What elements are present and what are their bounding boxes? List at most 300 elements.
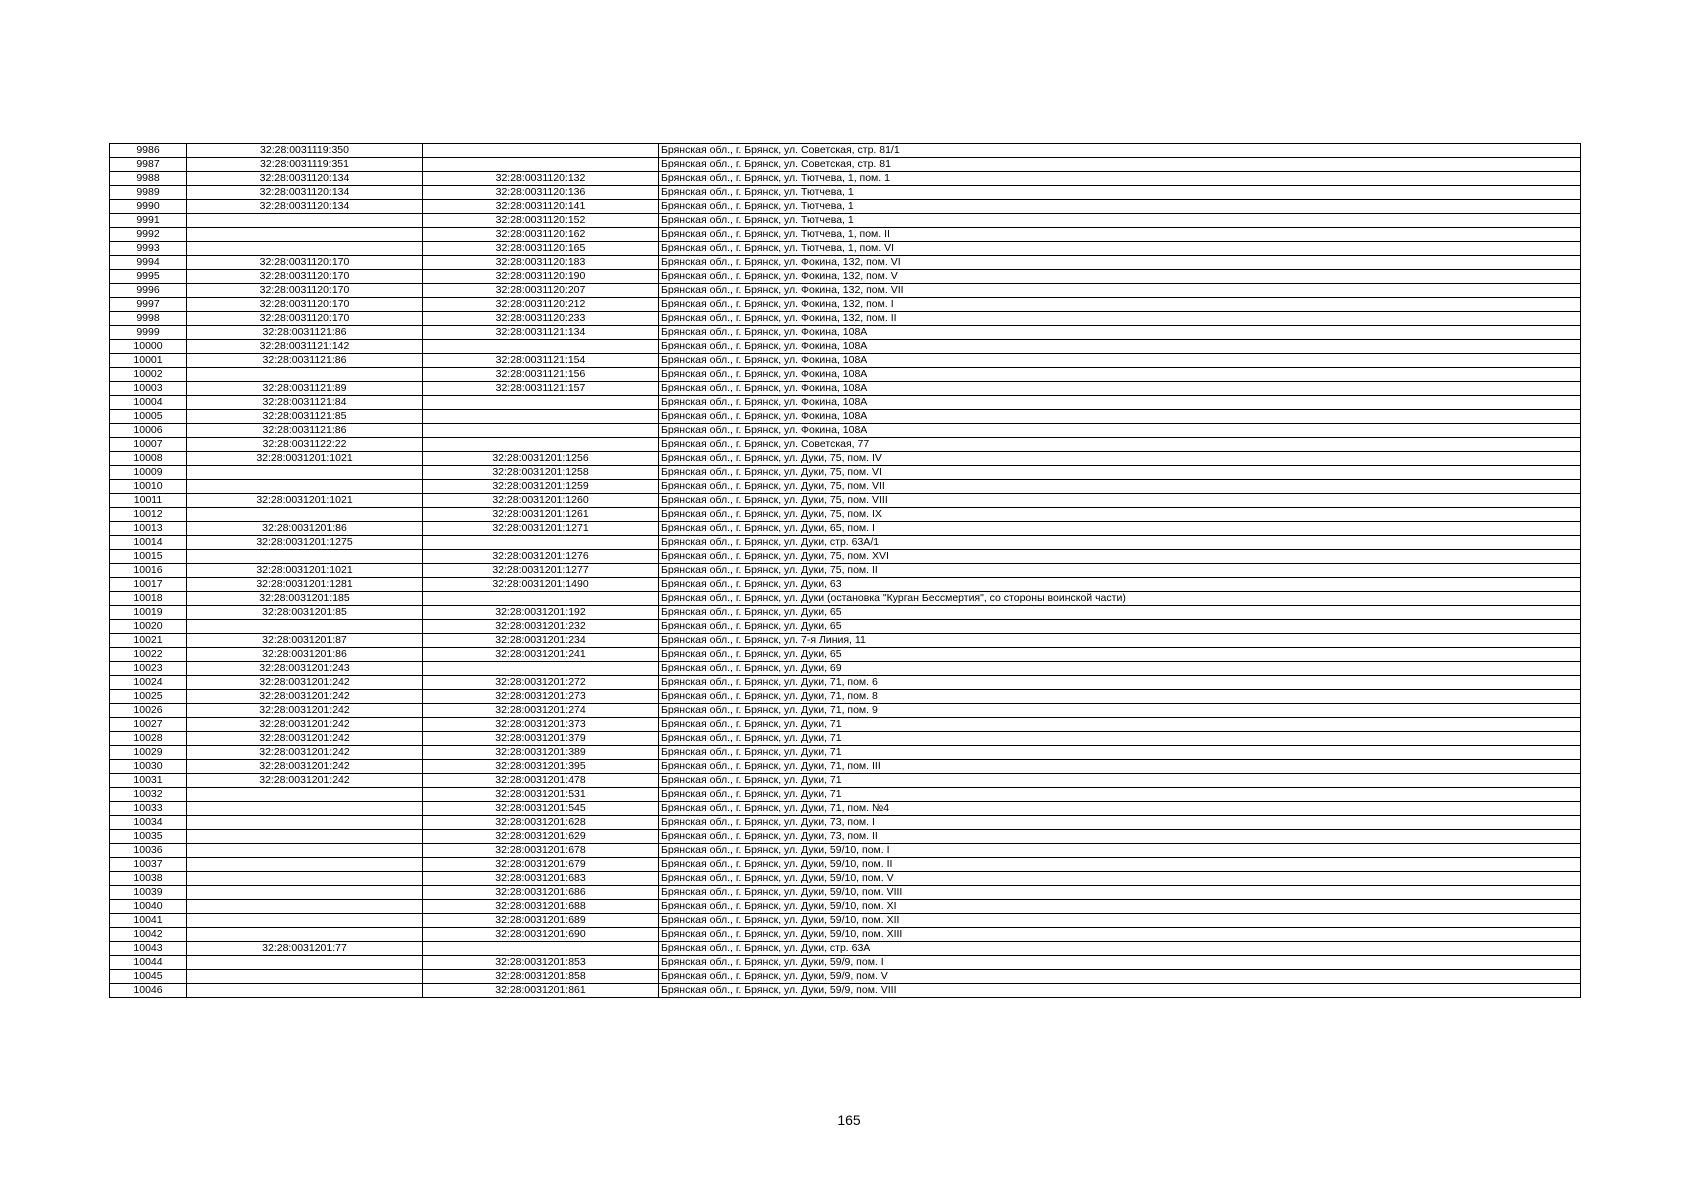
- address-cell: Брянская обл., г. Брянск, ул. Дуки, 71, пом. 8: [659, 690, 1581, 704]
- table-row: [110, 774, 1581, 788]
- parent-cadastral-number-cell: [187, 550, 423, 564]
- parent-cadastral-number-cell: [187, 844, 423, 858]
- address-cell: Брянская обл., г. Брянск, ул. Фокина, 132, пом. VII: [659, 284, 1581, 298]
- parent-cadastral-number-cell: 32:28:0031201:242: [187, 676, 423, 690]
- cadastral-number-cell: 32:28:0031201:689: [423, 914, 659, 928]
- address-cell: Брянская обл., г. Брянск, ул. Фокина, 108А: [659, 382, 1581, 396]
- table-row: [110, 522, 1581, 536]
- row-number-cell: 9994: [110, 256, 187, 270]
- row-number-cell: 10045: [110, 970, 187, 984]
- parent-cadastral-number-cell: [187, 466, 423, 480]
- table-row: [110, 956, 1581, 970]
- cadastral-number-cell: 32:28:0031121:154: [423, 354, 659, 368]
- cadastral-number-cell: 32:28:0031201:1490: [423, 578, 659, 592]
- address-cell: Брянская обл., г. Брянск, ул. Дуки, 65, пом. I: [659, 522, 1581, 536]
- table-row: [110, 914, 1581, 928]
- cadastral-number-cell: 32:28:0031201:234: [423, 634, 659, 648]
- parent-cadastral-number-cell: [187, 214, 423, 228]
- address-cell: Брянская обл., г. Брянск, ул. Тютчева, 1: [659, 200, 1581, 214]
- parent-cadastral-number-cell: 32:28:0031201:86: [187, 648, 423, 662]
- row-number-cell: 10022: [110, 648, 187, 662]
- table-row: [110, 438, 1581, 452]
- cadastral-number-cell: 32:28:0031201:853: [423, 956, 659, 970]
- parent-cadastral-number-cell: 32:28:0031201:1021: [187, 564, 423, 578]
- row-number-cell: 10035: [110, 830, 187, 844]
- address-cell: Брянская обл., г. Брянск, ул. Дуки, 75, пом. XVI: [659, 550, 1581, 564]
- cadastral-number-cell: 32:28:0031201:861: [423, 984, 659, 998]
- parent-cadastral-number-cell: 32:28:0031121:86: [187, 354, 423, 368]
- cadastral-number-cell: 32:28:0031120:183: [423, 256, 659, 270]
- row-number-cell: 10015: [110, 550, 187, 564]
- parent-cadastral-number-cell: [187, 816, 423, 830]
- table-row: [110, 634, 1581, 648]
- table-row: [110, 410, 1581, 424]
- table-row: [110, 550, 1581, 564]
- table-row: [110, 760, 1581, 774]
- address-cell: Брянская обл., г. Брянск, ул. Дуки, 71, пом. 9: [659, 704, 1581, 718]
- row-number-cell: 10036: [110, 844, 187, 858]
- row-number-cell: 10027: [110, 718, 187, 732]
- parent-cadastral-number-cell: [187, 914, 423, 928]
- row-number-cell: 9997: [110, 298, 187, 312]
- row-number-cell: 10005: [110, 410, 187, 424]
- cadastral-number-cell: 32:28:0031201:1277: [423, 564, 659, 578]
- row-number-cell: 10007: [110, 438, 187, 452]
- table-row: [110, 284, 1581, 298]
- table-row: [110, 368, 1581, 382]
- address-cell: Брянская обл., г. Брянск, ул. Фокина, 132, пом. II: [659, 312, 1581, 326]
- address-cell: Брянская обл., г. Брянск, ул. Дуки, 73, пом. I: [659, 816, 1581, 830]
- table-row: [110, 816, 1581, 830]
- table-row: [110, 270, 1581, 284]
- row-number-cell: 10003: [110, 382, 187, 396]
- table-row: [110, 690, 1581, 704]
- cadastral-number-cell: 32:28:0031120:141: [423, 200, 659, 214]
- table-row: [110, 858, 1581, 872]
- address-cell: Брянская обл., г. Брянск, ул. Фокина, 132, пом. VI: [659, 256, 1581, 270]
- parent-cadastral-number-cell: 32:28:0031121:89: [187, 382, 423, 396]
- cadastral-number-cell: 32:28:0031201:1259: [423, 480, 659, 494]
- parent-cadastral-number-cell: [187, 242, 423, 256]
- address-cell: Брянская обл., г. Брянск, ул. Дуки, 59/9, пом. V: [659, 970, 1581, 984]
- cadastral-number-cell: 32:28:0031201:1261: [423, 508, 659, 522]
- row-number-cell: 10001: [110, 354, 187, 368]
- row-number-cell: 9986: [110, 144, 187, 158]
- address-cell: Брянская обл., г. Брянск, ул. Фокина, 108А: [659, 368, 1581, 382]
- address-cell: Брянская обл., г. Брянск, ул. Советская, стр. 81/1: [659, 144, 1581, 158]
- table-row: [110, 872, 1581, 886]
- cadastral-number-cell: [423, 424, 659, 438]
- table-row: [110, 228, 1581, 242]
- parent-cadastral-number-cell: [187, 858, 423, 872]
- row-number-cell: 10040: [110, 900, 187, 914]
- table-row: [110, 298, 1581, 312]
- parent-cadastral-number-cell: 32:28:0031201:1281: [187, 578, 423, 592]
- parent-cadastral-number-cell: 32:28:0031201:242: [187, 704, 423, 718]
- parent-cadastral-number-cell: [187, 970, 423, 984]
- cadastral-number-cell: 32:28:0031121:157: [423, 382, 659, 396]
- table-row: [110, 326, 1581, 340]
- parent-cadastral-number-cell: 32:28:0031201:1021: [187, 452, 423, 466]
- cadastral-number-cell: [423, 340, 659, 354]
- row-number-cell: 10024: [110, 676, 187, 690]
- parent-cadastral-number-cell: [187, 956, 423, 970]
- address-cell: Брянская обл., г. Брянск, ул. Дуки, 71, пом. 6: [659, 676, 1581, 690]
- cadastral-number-cell: 32:28:0031201:690: [423, 928, 659, 942]
- cadastral-number-cell: 32:28:0031201:273: [423, 690, 659, 704]
- parent-cadastral-number-cell: [187, 620, 423, 634]
- cadastral-number-cell: 32:28:0031201:545: [423, 802, 659, 816]
- parent-cadastral-number-cell: [187, 368, 423, 382]
- cadastral-number-cell: 32:28:0031201:1271: [423, 522, 659, 536]
- page-number: 165: [837, 1112, 861, 1128]
- address-cell: Брянская обл., г. Брянск, ул. Дуки, 75, пом. II: [659, 564, 1581, 578]
- table-row: [110, 354, 1581, 368]
- parent-cadastral-number-cell: [187, 480, 423, 494]
- parent-cadastral-number-cell: 32:28:0031201:86: [187, 522, 423, 536]
- cadastral-number-cell: 32:28:0031201:1260: [423, 494, 659, 508]
- cadastral-number-cell: 32:28:0031120:212: [423, 298, 659, 312]
- table-row: [110, 578, 1581, 592]
- address-cell: Брянская обл., г. Брянск, ул. Дуки, 71: [659, 774, 1581, 788]
- address-cell: Брянская обл., г. Брянск, ул. Дуки, 59/10, пом. II: [659, 858, 1581, 872]
- table-row: [110, 214, 1581, 228]
- table-row: [110, 158, 1581, 172]
- row-number-cell: 9988: [110, 172, 187, 186]
- row-number-cell: 10038: [110, 872, 187, 886]
- address-cell: Брянская обл., г. Брянск, ул. Дуки (остановка "Курган Бессмертия", со стороны воинской части): [659, 592, 1581, 606]
- cadastral-number-cell: 32:28:0031201:192: [423, 606, 659, 620]
- table-row: [110, 340, 1581, 354]
- row-number-cell: 10006: [110, 424, 187, 438]
- row-number-cell: 10021: [110, 634, 187, 648]
- cadastral-number-cell: 32:28:0031201:395: [423, 760, 659, 774]
- address-cell: Брянская обл., г. Брянск, ул. Дуки, 71, пом. III: [659, 760, 1581, 774]
- registry-table-body: [110, 144, 1581, 998]
- address-cell: Брянская обл., г. Брянск, ул. Фокина, 132, пом. V: [659, 270, 1581, 284]
- table-row: [110, 396, 1581, 410]
- address-cell: Брянская обл., г. Брянск, ул. Дуки, 75, пом. VIII: [659, 494, 1581, 508]
- cadastral-number-cell: 32:28:0031201:629: [423, 830, 659, 844]
- parent-cadastral-number-cell: 32:28:0031201:242: [187, 746, 423, 760]
- table-row: [110, 900, 1581, 914]
- row-number-cell: 10009: [110, 466, 187, 480]
- cadastral-number-cell: 32:28:0031201:241: [423, 648, 659, 662]
- cadastral-number-cell: 32:28:0031120:132: [423, 172, 659, 186]
- cadastral-number-cell: 32:28:0031121:156: [423, 368, 659, 382]
- table-row: [110, 788, 1581, 802]
- parent-cadastral-number-cell: 32:28:0031201:242: [187, 690, 423, 704]
- cadastral-number-cell: [423, 662, 659, 676]
- address-cell: Брянская обл., г. Брянск, ул. Тютчева, 1, пом. VI: [659, 242, 1581, 256]
- row-number-cell: 9990: [110, 200, 187, 214]
- cadastral-number-cell: 32:28:0031201:686: [423, 886, 659, 900]
- registry-table: [109, 143, 1581, 998]
- table-row: [110, 802, 1581, 816]
- row-number-cell: 10019: [110, 606, 187, 620]
- parent-cadastral-number-cell: [187, 900, 423, 914]
- cadastral-number-cell: [423, 438, 659, 452]
- address-cell: Брянская обл., г. Брянск, ул. Дуки, 59/10, пом. VIII: [659, 886, 1581, 900]
- row-number-cell: 9989: [110, 186, 187, 200]
- parent-cadastral-number-cell: [187, 802, 423, 816]
- parent-cadastral-number-cell: 32:28:0031201:1275: [187, 536, 423, 550]
- parent-cadastral-number-cell: 32:28:0031119:351: [187, 158, 423, 172]
- cadastral-number-cell: 32:28:0031201:232: [423, 620, 659, 634]
- table-row: [110, 172, 1581, 186]
- address-cell: Брянская обл., г. Брянск, ул. Фокина, 108А: [659, 354, 1581, 368]
- parent-cadastral-number-cell: 32:28:0031119:350: [187, 144, 423, 158]
- cadastral-number-cell: 32:28:0031201:1258: [423, 466, 659, 480]
- parent-cadastral-number-cell: 32:28:0031120:170: [187, 284, 423, 298]
- row-number-cell: 10004: [110, 396, 187, 410]
- parent-cadastral-number-cell: 32:28:0031201:242: [187, 718, 423, 732]
- parent-cadastral-number-cell: 32:28:0031121:86: [187, 424, 423, 438]
- parent-cadastral-number-cell: 32:28:0031201:1021: [187, 494, 423, 508]
- table-row: [110, 466, 1581, 480]
- row-number-cell: 10033: [110, 802, 187, 816]
- cadastral-number-cell: 32:28:0031201:688: [423, 900, 659, 914]
- parent-cadastral-number-cell: [187, 830, 423, 844]
- address-cell: Брянская обл., г. Брянск, ул. Дуки, 65: [659, 620, 1581, 634]
- row-number-cell: 9995: [110, 270, 187, 284]
- parent-cadastral-number-cell: 32:28:0031120:170: [187, 312, 423, 326]
- cadastral-number-cell: 32:28:0031201:379: [423, 732, 659, 746]
- address-cell: Брянская обл., г. Брянск, ул. Дуки, 71, пом. №4: [659, 802, 1581, 816]
- cadastral-number-cell: 32:28:0031201:272: [423, 676, 659, 690]
- cadastral-number-cell: 32:28:0031201:628: [423, 816, 659, 830]
- row-number-cell: 10002: [110, 368, 187, 382]
- address-cell: Брянская обл., г. Брянск, ул. Дуки, 75, пом. IV: [659, 452, 1581, 466]
- parent-cadastral-number-cell: 32:28:0031120:134: [187, 200, 423, 214]
- parent-cadastral-number-cell: [187, 984, 423, 998]
- cadastral-number-cell: [423, 942, 659, 956]
- address-cell: Брянская обл., г. Брянск, ул. Дуки, 63: [659, 578, 1581, 592]
- cadastral-number-cell: 32:28:0031120:190: [423, 270, 659, 284]
- parent-cadastral-number-cell: 32:28:0031201:87: [187, 634, 423, 648]
- parent-cadastral-number-cell: [187, 872, 423, 886]
- address-cell: Брянская обл., г. Брянск, ул. Дуки, 75, пом. IX: [659, 508, 1581, 522]
- table-row: [110, 480, 1581, 494]
- parent-cadastral-number-cell: 32:28:0031120:170: [187, 270, 423, 284]
- address-cell: Брянская обл., г. Брянск, ул. Тютчева, 1: [659, 214, 1581, 228]
- row-number-cell: 10013: [110, 522, 187, 536]
- address-cell: Брянская обл., г. Брянск, ул. Дуки, 59/10, пом. V: [659, 872, 1581, 886]
- row-number-cell: 10029: [110, 746, 187, 760]
- row-number-cell: 10011: [110, 494, 187, 508]
- row-number-cell: 10043: [110, 942, 187, 956]
- table-row: [110, 830, 1581, 844]
- cadastral-number-cell: 32:28:0031201:274: [423, 704, 659, 718]
- table-row: [110, 676, 1581, 690]
- address-cell: Брянская обл., г. Брянск, ул. Дуки, стр. 63А/1: [659, 536, 1581, 550]
- row-number-cell: 10023: [110, 662, 187, 676]
- address-cell: Брянская обл., г. Брянск, ул. Тютчева, 1: [659, 186, 1581, 200]
- cadastral-number-cell: [423, 536, 659, 550]
- table-row: [110, 844, 1581, 858]
- table-row: [110, 494, 1581, 508]
- row-number-cell: 10010: [110, 480, 187, 494]
- address-cell: Брянская обл., г. Брянск, ул. Дуки, 59/10, пом. I: [659, 844, 1581, 858]
- cadastral-number-cell: 32:28:0031201:683: [423, 872, 659, 886]
- address-cell: Брянская обл., г. Брянск, ул. Дуки, 59/10, пом. XII: [659, 914, 1581, 928]
- cadastral-number-cell: 32:28:0031201:389: [423, 746, 659, 760]
- row-number-cell: 10032: [110, 788, 187, 802]
- cadastral-number-cell: [423, 144, 659, 158]
- table-row: [110, 662, 1581, 676]
- table-row: [110, 942, 1581, 956]
- parent-cadastral-number-cell: [187, 788, 423, 802]
- parent-cadastral-number-cell: 32:28:0031201:243: [187, 662, 423, 676]
- table-row: [110, 242, 1581, 256]
- row-number-cell: 10044: [110, 956, 187, 970]
- table-row: [110, 536, 1581, 550]
- table-row: [110, 592, 1581, 606]
- table-row: [110, 312, 1581, 326]
- parent-cadastral-number-cell: 32:28:0031201:242: [187, 774, 423, 788]
- table-row: [110, 424, 1581, 438]
- cadastral-number-cell: 32:28:0031121:134: [423, 326, 659, 340]
- address-cell: Брянская обл., г. Брянск, ул. Дуки, 75, пом. VII: [659, 480, 1581, 494]
- parent-cadastral-number-cell: [187, 508, 423, 522]
- address-cell: Брянская обл., г. Брянск, ул. Советская, 77: [659, 438, 1581, 452]
- table-row: [110, 886, 1581, 900]
- row-number-cell: 9993: [110, 242, 187, 256]
- row-number-cell: 10000: [110, 340, 187, 354]
- row-number-cell: 10030: [110, 760, 187, 774]
- row-number-cell: 9998: [110, 312, 187, 326]
- address-cell: Брянская обл., г. Брянск, ул. Дуки, 71: [659, 732, 1581, 746]
- cadastral-number-cell: 32:28:0031201:679: [423, 858, 659, 872]
- row-number-cell: 9991: [110, 214, 187, 228]
- parent-cadastral-number-cell: 32:28:0031120:134: [187, 172, 423, 186]
- cadastral-number-cell: 32:28:0031120:233: [423, 312, 659, 326]
- row-number-cell: 10028: [110, 732, 187, 746]
- parent-cadastral-number-cell: 32:28:0031121:84: [187, 396, 423, 410]
- table-row: [110, 606, 1581, 620]
- parent-cadastral-number-cell: 32:28:0031121:86: [187, 326, 423, 340]
- row-number-cell: 10008: [110, 452, 187, 466]
- table-row: [110, 508, 1581, 522]
- parent-cadastral-number-cell: 32:28:0031201:85: [187, 606, 423, 620]
- address-cell: Брянская обл., г. Брянск, ул. Фокина, 108А: [659, 340, 1581, 354]
- row-number-cell: 10037: [110, 858, 187, 872]
- row-number-cell: 10020: [110, 620, 187, 634]
- parent-cadastral-number-cell: [187, 228, 423, 242]
- table-row: [110, 746, 1581, 760]
- row-number-cell: 9992: [110, 228, 187, 242]
- cadastral-number-cell: 32:28:0031120:207: [423, 284, 659, 298]
- address-cell: Брянская обл., г. Брянск, ул. Фокина, 108А: [659, 326, 1581, 340]
- address-cell: Брянская обл., г. Брянск, ул. Дуки, 59/9, пом. I: [659, 956, 1581, 970]
- parent-cadastral-number-cell: 32:28:0031120:134: [187, 186, 423, 200]
- row-number-cell: 10046: [110, 984, 187, 998]
- table-row: [110, 648, 1581, 662]
- cadastral-number-cell: [423, 410, 659, 424]
- row-number-cell: 10017: [110, 578, 187, 592]
- parent-cadastral-number-cell: [187, 886, 423, 900]
- parent-cadastral-number-cell: 32:28:0031201:242: [187, 760, 423, 774]
- cadastral-number-cell: 32:28:0031201:1256: [423, 452, 659, 466]
- address-cell: Брянская обл., г. Брянск, ул. Фокина, 108А: [659, 410, 1581, 424]
- table-row: [110, 256, 1581, 270]
- parent-cadastral-number-cell: [187, 928, 423, 942]
- address-cell: Брянская обл., г. Брянск, ул. Дуки, 73, пом. II: [659, 830, 1581, 844]
- row-number-cell: 10042: [110, 928, 187, 942]
- cadastral-number-cell: 32:28:0031120:162: [423, 228, 659, 242]
- table-row: [110, 382, 1581, 396]
- cadastral-number-cell: [423, 158, 659, 172]
- address-cell: Брянская обл., г. Брянск, ул. Советская, стр. 81: [659, 158, 1581, 172]
- parent-cadastral-number-cell: 32:28:0031201:242: [187, 732, 423, 746]
- cadastral-number-cell: 32:28:0031201:531: [423, 788, 659, 802]
- address-cell: Брянская обл., г. Брянск, ул. Дуки, 65: [659, 606, 1581, 620]
- table-row: [110, 732, 1581, 746]
- row-number-cell: 10031: [110, 774, 187, 788]
- cadastral-number-cell: 32:28:0031120:136: [423, 186, 659, 200]
- parent-cadastral-number-cell: 32:28:0031121:85: [187, 410, 423, 424]
- cadastral-number-cell: [423, 396, 659, 410]
- row-number-cell: 9999: [110, 326, 187, 340]
- cadastral-number-cell: [423, 592, 659, 606]
- address-cell: Брянская обл., г. Брянск, ул. Фокина, 108А: [659, 424, 1581, 438]
- address-cell: Брянская обл., г. Брянск, ул. Дуки, 71: [659, 718, 1581, 732]
- row-number-cell: 10039: [110, 886, 187, 900]
- table-row: [110, 564, 1581, 578]
- row-number-cell: 10034: [110, 816, 187, 830]
- cadastral-number-cell: 32:28:0031120:165: [423, 242, 659, 256]
- parent-cadastral-number-cell: 32:28:0031120:170: [187, 256, 423, 270]
- cadastral-number-cell: 32:28:0031120:152: [423, 214, 659, 228]
- address-cell: Брянская обл., г. Брянск, ул. Тютчева, 1, пом. II: [659, 228, 1581, 242]
- row-number-cell: 10026: [110, 704, 187, 718]
- address-cell: Брянская обл., г. Брянск, ул. Дуки, 59/10, пом. XI: [659, 900, 1581, 914]
- address-cell: Брянская обл., г. Брянск, ул. Фокина, 132, пом. I: [659, 298, 1581, 312]
- parent-cadastral-number-cell: 32:28:0031121:142: [187, 340, 423, 354]
- address-cell: Брянская обл., г. Брянск, ул. Дуки, 71: [659, 746, 1581, 760]
- row-number-cell: 9996: [110, 284, 187, 298]
- row-number-cell: 9987: [110, 158, 187, 172]
- address-cell: Брянская обл., г. Брянск, ул. Тютчева, 1, пом. 1: [659, 172, 1581, 186]
- address-cell: Брянская обл., г. Брянск, ул. Дуки, 69: [659, 662, 1581, 676]
- address-cell: Брянская обл., г. Брянск, ул. Дуки, 71: [659, 788, 1581, 802]
- address-cell: Брянская обл., г. Брянск, ул. Фокина, 108А: [659, 396, 1581, 410]
- table-row: [110, 718, 1581, 732]
- parent-cadastral-number-cell: 32:28:0031122:22: [187, 438, 423, 452]
- cadastral-number-cell: 32:28:0031201:678: [423, 844, 659, 858]
- cadastral-number-cell: 32:28:0031201:858: [423, 970, 659, 984]
- table-row: [110, 186, 1581, 200]
- table-row: [110, 200, 1581, 214]
- address-cell: Брянская обл., г. Брянск, ул. Дуки, 59/10, пом. XIII: [659, 928, 1581, 942]
- row-number-cell: 10018: [110, 592, 187, 606]
- row-number-cell: 10025: [110, 690, 187, 704]
- table-row: [110, 144, 1581, 158]
- parent-cadastral-number-cell: 32:28:0031201:77: [187, 942, 423, 956]
- address-cell: Брянская обл., г. Брянск, ул. 7-я Линия, 11: [659, 634, 1581, 648]
- parent-cadastral-number-cell: 32:28:0031201:185: [187, 592, 423, 606]
- row-number-cell: 10012: [110, 508, 187, 522]
- cadastral-number-cell: 32:28:0031201:373: [423, 718, 659, 732]
- row-number-cell: 10014: [110, 536, 187, 550]
- table-row: [110, 452, 1581, 466]
- table-row: [110, 928, 1581, 942]
- cadastral-number-cell: 32:28:0031201:1276: [423, 550, 659, 564]
- address-cell: Брянская обл., г. Брянск, ул. Дуки, 59/9, пом. VIII: [659, 984, 1581, 998]
- address-cell: Брянская обл., г. Брянск, ул. Дуки, 65: [659, 648, 1581, 662]
- row-number-cell: 10041: [110, 914, 187, 928]
- table-row: [110, 620, 1581, 634]
